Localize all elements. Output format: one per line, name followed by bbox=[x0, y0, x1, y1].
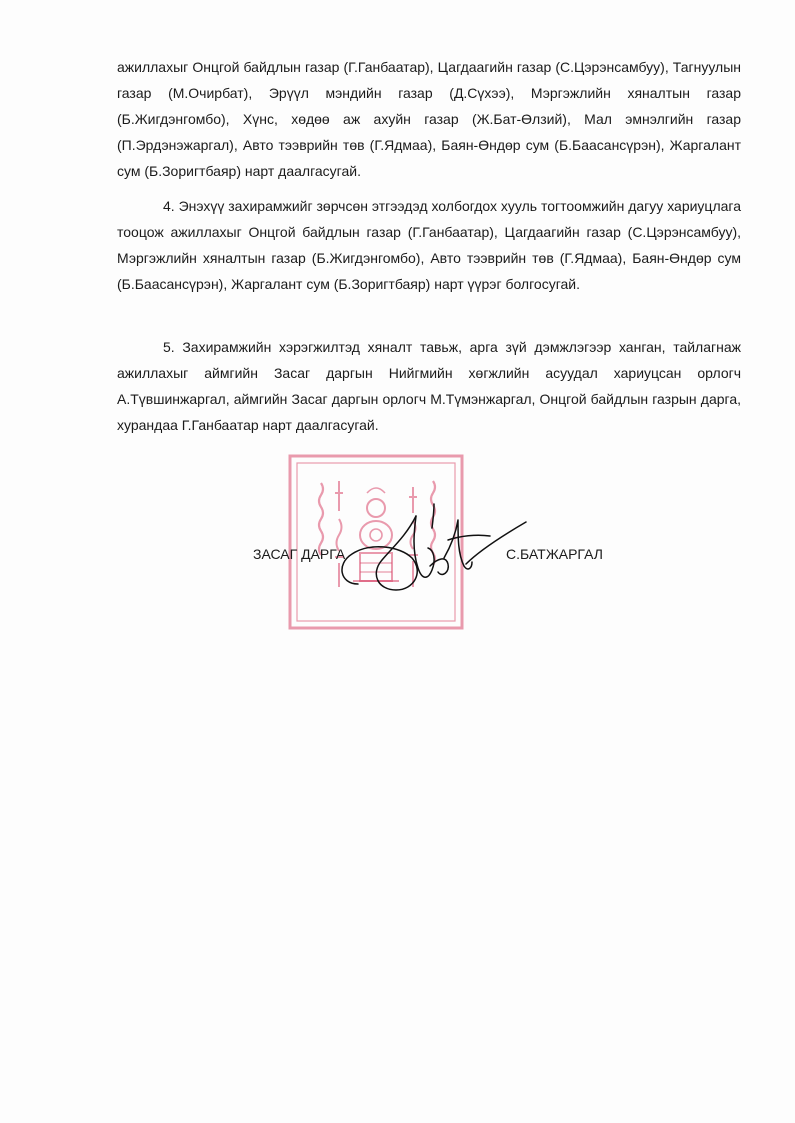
paragraph-item-5: 5. Захирамжийн хэрэгжилтэд хяналт тавьж, арга зүй дэмжлэгээр ханган, тайлагнаж ажиллахыг аймгийн Засаг даргын Нийгмийн хөгжлийн асуудал хариуцсан орлогч А.Түвшинжаргал, аймгийн Засаг даргын орлогч М.Түмэнжаргал, Онцгой байдлын газрын дарга, хурандаа Г.Ганбаатар нарт даалгасугай. bbox=[117, 339, 741, 433]
signatory-title: ЗАСАГ ДАРГА bbox=[253, 546, 346, 562]
paragraph-item-4: 4. Энэхүү захирамжийг зөрчсөн этгээдэд холбогдох хууль тогтоомжийн дагуу хариуцлага тооцож ажиллахыг Онцгой байдлын газар (Г.Ганбаатар), Цагдаагийн газар (С.Цэрэнсамбуу), Мэргэжлийн хяналтын газар (Б.Жигдэнгомбо), Авто тээврийн төв (Г.Ядмаа), Баян-Өндөр сум (Б.Баасансүрэн), Жаргалант сум (Б.Зоригтбаяр) нарт үүрэг болгосугай. bbox=[117, 198, 741, 292]
signatory-name: С.БАТЖАРГАЛ bbox=[506, 546, 603, 562]
paragraph-continuation: ажиллахыг Онцгой байдлын газар (Г.Ганбаатар), Цагдаагийн газар (С.Цэрэнсамбуу), Тагнуулын газар (М.Очирбат), Эрүүл мэндийн газар (Д.Сүхээ), Мэргэжлийн хяналтын газар (Б.Жигдэнгомбо), Хүнс, хөдөө аж ахуйн газар (Ж.Бат-Өлзий), Мал эмнэлгийн газар (П.Эрдэнэжаргал), Авто тээврийн төв (Г.Ядмаа), Баян-Өндөр сум (Б.Баасансүрэн), Жаргалант сум (Б.Зоригтбаяр) нарт даалгасугай. bbox=[117, 59, 741, 179]
